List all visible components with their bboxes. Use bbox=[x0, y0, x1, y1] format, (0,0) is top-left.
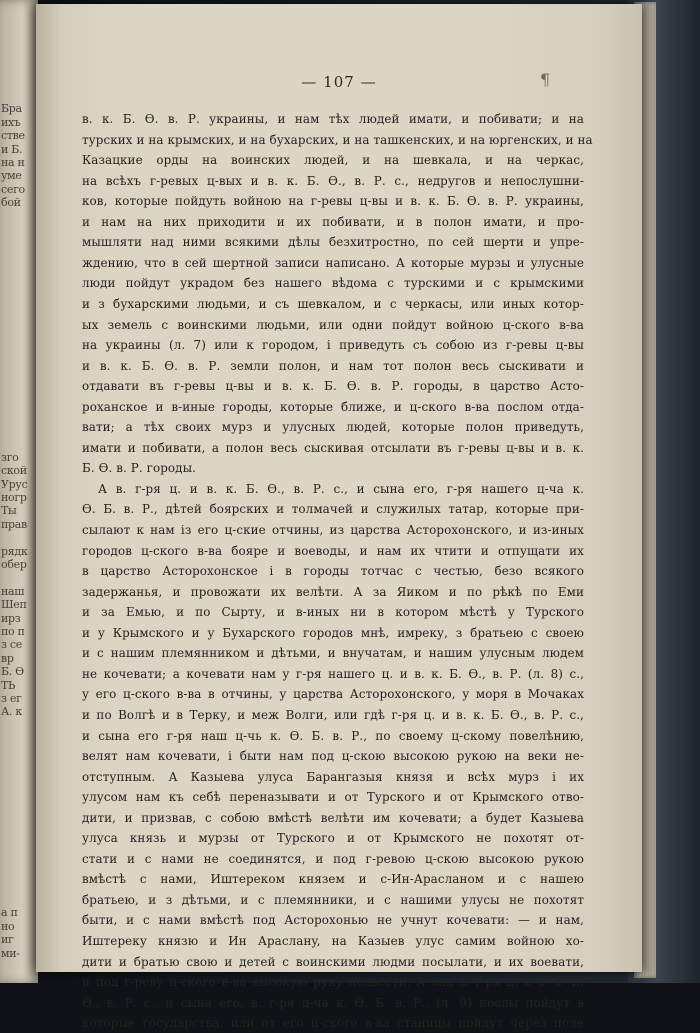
text-line: Казацкие орды на воинских людей, и на шевкала, и на черкас, bbox=[82, 153, 584, 168]
book-page bbox=[36, 4, 642, 1031]
text-line: и в. к. Б. Ө. в. Р. земли полон, и нам тот полон весь сыскивати и bbox=[82, 358, 584, 373]
text-line: и сына его г-ря наш ц-чь к. Ө. Б. в. Р., по своему ц-скому повелѣнию, bbox=[82, 728, 584, 743]
text-line: вмѣстѣ с нами, Иштереком князем и с-Ин-Арасланом и с нашею bbox=[82, 872, 584, 887]
previous-page-text-fragment bbox=[1, 827, 35, 839]
text-line: ых земель с воинскими людьми, или одни пойдут войною ц-ского в-ва bbox=[82, 317, 584, 332]
text-line: улусом нам къ себѣ переназывати и от Турского и от Крымского отво- bbox=[82, 790, 584, 805]
text-line: и нам на них приходити и их побивати, и в полон имати, и про- bbox=[82, 214, 584, 229]
text-line: А в. г-ря ц. и в. к. Б. Ө., в. Р. с., и сына его, г-ря нашего ц-ча к. bbox=[98, 481, 584, 496]
previous-page-text-fragment: а п bbox=[1, 907, 18, 920]
previous-page-text-fragment bbox=[1, 800, 35, 812]
previous-page-text-fragment: но bbox=[1, 920, 15, 933]
text-line: и за Емью, и по Сырту, и в-иных ни в котором мѣстѣ у Турского bbox=[82, 605, 584, 620]
previous-page-text-fragment bbox=[1, 814, 35, 826]
previous-page-text-fragment bbox=[1, 787, 35, 799]
previous-page-text-fragment: Б. Ө bbox=[1, 666, 24, 679]
previous-page-text-fragment: ихъ bbox=[1, 116, 21, 129]
text-line: не кочевати; а кочевати нам у г-ря нашего ц. и в. к. Б. Ө., в. Р. (л. 8) с., bbox=[82, 666, 584, 681]
previous-page-text-fragment: наш bbox=[1, 585, 25, 598]
page-number: — 107 — bbox=[301, 73, 377, 91]
text-line: и с нашим племянником и дѣтьми, и внучатам, и нашим улусным людем bbox=[82, 646, 584, 661]
text-line: дити и братью свою и детей с воинскими людми посылати, и их воевати, bbox=[82, 954, 584, 969]
text-line: в царство Асторохонское і в городы тотчас с честью, безо всякого bbox=[82, 564, 584, 579]
text-line: Ө. Б. в. Р., дѣтей боярских и толмачей и служилых татар, которые при- bbox=[82, 502, 584, 517]
previous-page-text-fragment: зго bbox=[1, 451, 19, 464]
text-line: братьею, и з дѣтьми, и с племянники, и с нашими улусы не похотят bbox=[82, 892, 584, 907]
previous-page-text-fragment bbox=[1, 304, 35, 316]
text-line: и под г-реву ц-ского в-ва высокую руку подвести. А как в. г-ря ц. и в. к. Б. bbox=[82, 975, 584, 990]
previous-page-text-fragment bbox=[1, 532, 35, 544]
previous-page-text-fragment: ногр bbox=[1, 492, 27, 504]
previous-page-text-fragment bbox=[1, 720, 35, 732]
previous-page-text-fragment bbox=[1, 747, 35, 759]
previous-page-text-fragment bbox=[1, 894, 35, 906]
text-line: мышляти над ними всякими дѣлы безхитростно, по сей шерти и упре- bbox=[82, 235, 584, 250]
previous-page-text-fragment: Ты bbox=[1, 505, 17, 518]
previous-page-text-fragment: Шеп bbox=[1, 599, 27, 612]
previous-page-text-fragment: бой bbox=[1, 197, 21, 210]
text-line: в. к. Б. Ө. в. Р. украины, и нам тѣх людей имати, и побивати; и на bbox=[82, 112, 584, 126]
text-line: ков, которые пойдуть войною на г-ревы ц-вы и в. к. Б. Ө. в. Р. украины, bbox=[82, 194, 584, 209]
text-line: Иштереку князю и Ин Арасланy, на Казыев улус самим войною хо- bbox=[82, 934, 584, 948]
previous-page-text-fragment bbox=[1, 251, 35, 263]
text-line: которые государства, или от его ц-ского в-ва станицы пойдут через поле bbox=[82, 1016, 584, 1031]
text-line: задержанья, и провожати их велѣти. А за Яиком и по рѣкѣ по Еми bbox=[82, 584, 584, 599]
text-line: на украины (л. 7) или к городом, і приведуть съ собою из г-ревы ц-вы bbox=[82, 338, 584, 353]
previous-page-text-fragment: ирз bbox=[1, 612, 21, 625]
previous-page-text-fragment: стве bbox=[1, 130, 25, 143]
previous-page-text-fragment bbox=[1, 385, 35, 397]
text-line: дити, и призвав, с собою вмѣстѣ велѣти им кочевати; а будет Казыева bbox=[82, 810, 584, 825]
text-line: турских и на крымских, и на бухарских, и на ташкенских, и на юргенских, и на bbox=[82, 132, 593, 147]
previous-page-text-fragment: иг bbox=[1, 934, 14, 947]
text-line: люди пойдут украдом без нашего вѣдома с турскими и с крымскими bbox=[82, 276, 584, 291]
previous-page-text-fragment bbox=[1, 867, 35, 879]
previous-page-text-fragment: на н bbox=[1, 157, 25, 169]
previous-page-text-fragment: з се bbox=[1, 639, 22, 652]
corner-mark: ¶ bbox=[540, 70, 551, 89]
previous-page-text-fragment: обер bbox=[1, 559, 27, 571]
previous-page-text-fragment bbox=[1, 358, 35, 370]
previous-page-text-fragment bbox=[1, 90, 35, 102]
text-line: быти, и с нами вмѣстѣ под Асторохонью не учнут кочевати: — и нам, bbox=[82, 913, 584, 928]
text-line: и з бухарскими людьми, и съ шевкалом, и с черкасы, или иных котор- bbox=[82, 296, 584, 311]
previous-page-text-fragment: сего bbox=[1, 183, 25, 196]
previous-page-text-fragment: Урус bbox=[1, 478, 28, 491]
text-line: отдавати въ г-ревы ц-вы и в. к. Б. Ө. в. Р. городы, в царство Асто- bbox=[82, 379, 584, 394]
previous-page-text-fragment: вр bbox=[1, 652, 14, 665]
previous-page-text-fragment: и Б. bbox=[1, 143, 23, 156]
text-line: Б. Ө. в. Р. городы. bbox=[82, 461, 197, 476]
previous-page-text-fragment bbox=[1, 881, 35, 893]
previous-page-text-fragment bbox=[1, 331, 35, 343]
previous-page-edge bbox=[0, 0, 38, 983]
previous-page-text-fragment bbox=[1, 854, 35, 866]
previous-page-text-fragment: Бра bbox=[1, 103, 22, 116]
previous-page-text-fragment bbox=[1, 211, 35, 223]
previous-page-text-fragment bbox=[1, 291, 35, 303]
previous-page-text-fragment bbox=[1, 371, 35, 383]
text-line: городов ц-ского в-ва бояре и воеводы, и нам их чтити и отпущати их bbox=[82, 543, 584, 558]
text-line: Ө., в. Р. с., и сына его, в. г-ря ц-ча к. Ө. Б. в. Р., (л. 9) послы пойдут в bbox=[82, 995, 584, 1010]
previous-page-text-fragment bbox=[1, 345, 35, 357]
text-line: и у Крымского и у Бухарского городов мнѣ, имреку, з братьею с своею bbox=[82, 625, 584, 640]
previous-page-text-fragment bbox=[1, 264, 35, 276]
previous-page-text-fragment bbox=[1, 237, 35, 249]
text-line: велят нам кочевати, і быти нам под ц-скою высокою рукою на веки не- bbox=[82, 749, 584, 764]
previous-page-text-fragment bbox=[1, 412, 35, 424]
previous-page-text-fragment: по п bbox=[1, 626, 25, 638]
previous-page-text-fragment bbox=[1, 425, 35, 437]
previous-page-text-fragment bbox=[1, 278, 35, 290]
previous-page-text-fragment: ми- bbox=[1, 947, 20, 960]
previous-page-text-fragment bbox=[1, 224, 35, 236]
previous-page-text-fragment: ТЬ bbox=[1, 679, 16, 692]
previous-page-text-fragment: ской bbox=[1, 465, 27, 478]
text-line: отступным. А Казыева улуса Барангазыя князя и всѣх мурз і их bbox=[82, 769, 584, 784]
previous-page-text-fragment bbox=[1, 760, 35, 772]
text-line: ждению, что в сей шертной записи написано. А которые мурзы и улусные bbox=[82, 255, 584, 270]
previous-page-text-fragment bbox=[1, 318, 35, 330]
text-line: роханское и в-иные городы, которые ближе, и ц-ского в-ва послом отда- bbox=[82, 399, 584, 414]
previous-page-text-fragment bbox=[1, 773, 35, 785]
previous-page-text-fragment bbox=[1, 840, 35, 852]
text-line: стати и с нами не соединятся, и под г-ревою ц-скою высокою рукою bbox=[82, 851, 584, 866]
previous-page-text-fragment bbox=[1, 733, 35, 745]
text-line: вати; а тѣх своих мурз и улусных людей, которые полон приведуть, bbox=[82, 420, 584, 435]
text-line: и по Волгѣ и в Терку, и меж Волги, или гдѣ г-ря ц. и в. к. Б. Ө., в. Р. с., bbox=[82, 707, 584, 722]
text-line: сылают к нам із его ц-ские отчины, из царства Асторохонского, и из-иных bbox=[82, 523, 584, 537]
previous-page-text-fragment: рядк bbox=[1, 545, 28, 558]
text-line: улуса князь и мурзы от Турского и от Крымского не похотят от- bbox=[82, 831, 584, 846]
previous-page-text-fragment bbox=[1, 398, 35, 410]
previous-page-text-fragment: уме bbox=[1, 170, 22, 183]
text-line: на всѣхъ г-ревых ц-вых и в. к. Б. Ө., в. Р. с., недругов и непослушни- bbox=[82, 173, 584, 188]
previous-page-text-fragment bbox=[1, 572, 35, 584]
previous-page-text-fragment bbox=[1, 438, 35, 450]
previous-page-text-fragment: А. к bbox=[1, 706, 22, 719]
previous-page-text-fragment: прав bbox=[1, 518, 27, 531]
text-line: имати и побивати, а полон весь сыскивая отсылати въ г-ревы ц-вы и в. к. bbox=[82, 440, 584, 455]
previous-page-text-fragment: з ег bbox=[1, 693, 22, 705]
text-line: у его ц-ского в-ва в отчины, у царства Асторохонского, у моря в Мочаках bbox=[82, 687, 584, 702]
